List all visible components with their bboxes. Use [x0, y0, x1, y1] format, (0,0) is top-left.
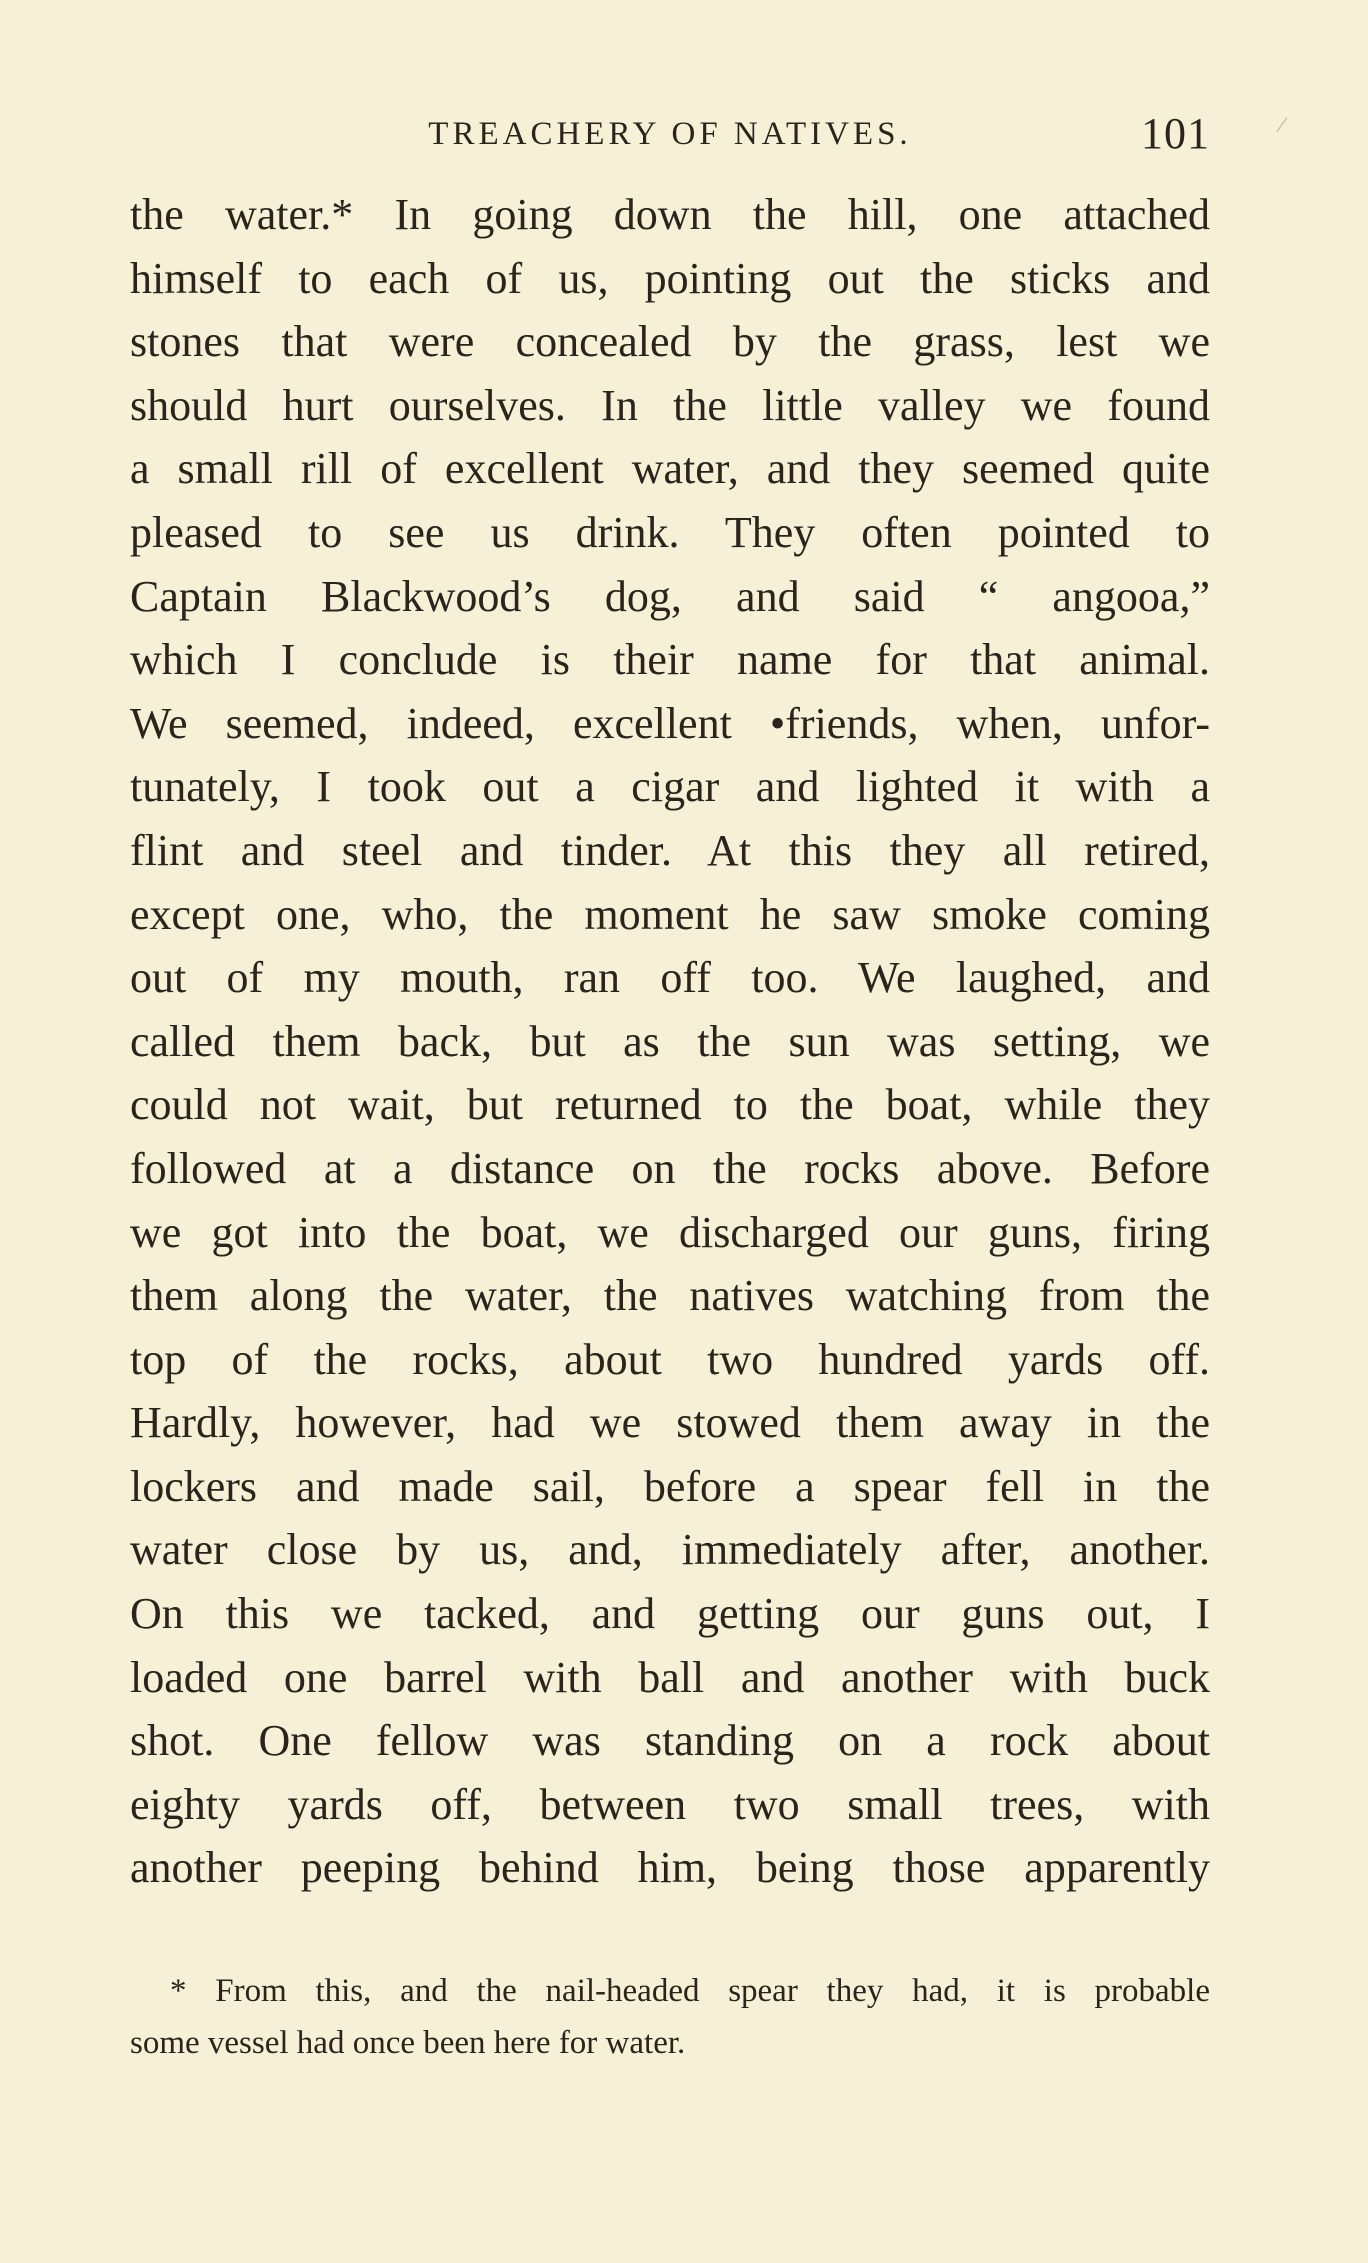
- text-line: them along the water, the natives watching from the: [130, 1271, 1210, 1321]
- text-line: himself to each of us, pointing out the sticks and: [130, 253, 1210, 303]
- text-line: except one, who, the moment he saw smoke coming: [130, 889, 1210, 939]
- text-line: loaded one barrel with ball and another with buck: [130, 1652, 1210, 1702]
- text-line: Hardly, however, had we stowed them away in the: [130, 1398, 1210, 1448]
- text-line: top of the rocks, about two hundred yards off.: [130, 1334, 1210, 1384]
- footnote-line: some vessel had once been here for water.: [130, 2025, 686, 2061]
- text-line: followed at a distance on the rocks above. Before: [130, 1143, 1210, 1193]
- text-line: shot. One fellow was standing on a rock about: [130, 1716, 1210, 1766]
- text-line: pleased to see us drink. They often pointed to: [130, 507, 1210, 557]
- text-line: should hurt ourselves. In the little valley we found: [130, 380, 1210, 430]
- text-line: we got into the boat, we discharged our guns, firing: [130, 1207, 1210, 1257]
- text-line: another peeping behind him, being those apparently: [130, 1843, 1210, 1893]
- text-line: lockers and made sail, before a spear fell in the: [130, 1461, 1210, 1511]
- text-line: water close by us, and, immediately after, another.: [130, 1525, 1210, 1575]
- text-line: eighty yards off, between two small trees, with: [130, 1779, 1210, 1829]
- text-line: called them back, but as the sun was setting, we: [130, 1016, 1210, 1066]
- footnote-line: * From this, and the nail-headed spear they had, it is probable: [170, 1973, 1210, 2009]
- text-line: tunately, I took out a cigar and lighted it with a: [130, 762, 1210, 812]
- page-number: 101: [1141, 109, 1210, 158]
- footnote: [130, 1965, 1210, 2069]
- text-line: out of my mouth, ran off too. We laughed, and: [130, 953, 1210, 1003]
- text-line: could not wait, but returned to the boat, while they: [130, 1080, 1210, 1130]
- running-title: TREACHERY OF NATIVES.: [428, 116, 912, 152]
- text-line: stones that were concealed by the grass, lest we: [130, 317, 1210, 367]
- text-line: flint and steel and tinder. At this they all retired,: [130, 825, 1210, 875]
- text-line: Captain Blackwood’s dog, and said “ angooa,”: [130, 571, 1210, 621]
- text-line: We seemed, indeed, excellent •friends, when, unfor-: [130, 698, 1210, 748]
- text-line: which I conclude is their name for that animal.: [130, 635, 1210, 685]
- body-text: [130, 183, 1210, 1900]
- text-line: the water.* In going down the hill, one attached: [130, 190, 1210, 239]
- running-head: [130, 108, 1210, 168]
- text-line: On this we tacked, and getting our guns out, I: [130, 1589, 1210, 1639]
- text-line: a small rill of excellent water, and they seemed quite: [130, 444, 1210, 494]
- margin-pencil-mark: ⁄: [1280, 112, 1284, 137]
